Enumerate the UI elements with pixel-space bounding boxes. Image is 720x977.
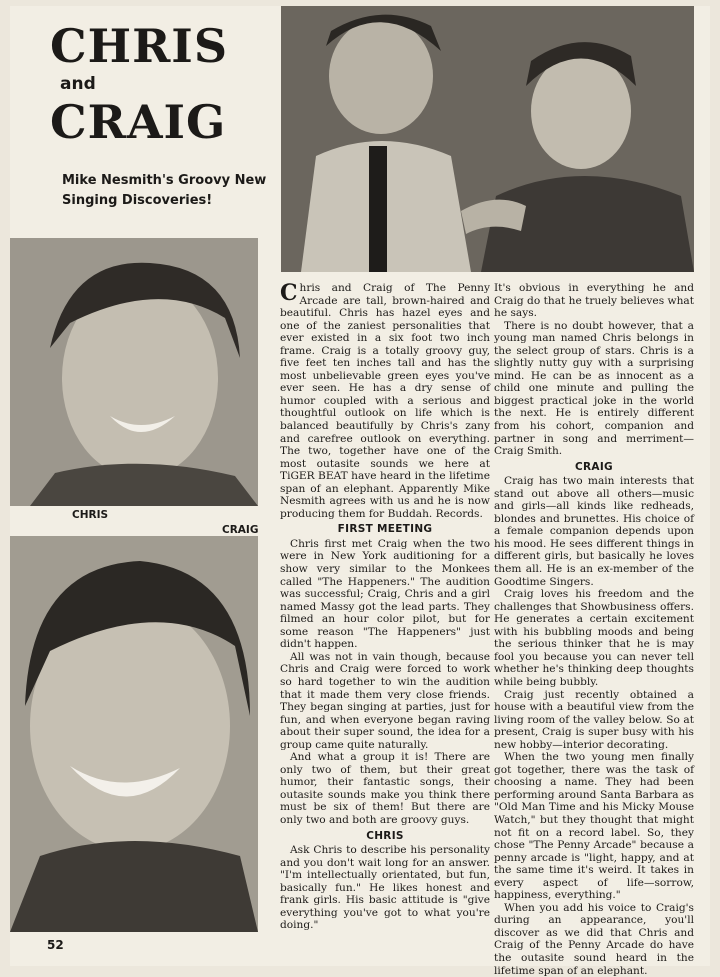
photo-duo	[281, 6, 694, 272]
article-paragraph: When the two young men finally got together, there was the task of choosing a name. They had been performing around Santa Barbara as "Old Man Time and his Micky Mouse Watch," but they thought that might not fit on a record label. So, they chose "The Penny Arcade" because a penny arcade is "light, happy, and at the same time it's weird. It takes in every aspect of life—sorrow, happiness, everything."	[494, 751, 694, 902]
section-heading-chris: CHRIS	[366, 829, 404, 842]
magazine-page	[10, 6, 710, 977]
photo-duo-image	[281, 6, 694, 272]
article-paragraph: Craig loves his freedom and the challenges that Showbusiness offers. He generates a certain excitement with his bubbling moods and being the serious thinker that he is may fool you because you can never tell whether he's thinking deep thoughts while being bubbly.	[494, 588, 694, 688]
title-block	[50, 19, 280, 149]
section-heading-first-meeting: FIRST MEETING	[337, 523, 433, 536]
photo-chris	[10, 238, 258, 506]
article-column-2	[494, 282, 694, 977]
article-paragraph: Craig has two main interests that stand out above all others—music and girls—all kinds like redheads, blondes and brunettes. His choice of a female companion depends upon his mood. He sees different things in different girls, but basically he loves them all. He is an ex-member of the Goodtime Singers.	[494, 475, 694, 588]
article-paragraph: All was not in vain though, because Chris and Craig were forced to work so hard together to win the audition that it made them very close friends. They began singing at parties, just for fun, and when everyone began raving about their super sound, the idea for a group came quite naturally.	[280, 650, 490, 751]
drop-cap: C	[280, 280, 298, 306]
paragraph-text: hris and Craig of The Penny Arcade are tall, brown-haired and beautiful. Chris has hazel eyes and one of the zaniest personalities that ever existed in a six foot two inch frame. Craig is a totally groovy guy, five feet ten inches tall and has the most unbelievable green eyes you've ever seen. He has a dry sense of humor coupled with a serious and thoughtful outlook on life which is balanced beautifully by Chris's zany and carefree outlook on everything. The two, together have one of the most outasite sounds we here at TiGER BEAT have heard in the lifetime span of an elephant. Apparently Mike Nesmith agrees with us and he is now producing them for Buddah. Records.	[280, 282, 490, 520]
article-paragraph: Craig just recently obtained a house with a beautiful view from the living room of the valley below. So at present, Craig is super busy with his new hobby—interior decorating.	[494, 688, 694, 751]
caption-craig: CRAIG	[222, 524, 259, 536]
article-column-1	[280, 282, 490, 932]
title-craig: CRAIG	[50, 95, 227, 149]
article-paragraph	[280, 282, 490, 520]
photo-chris-image	[10, 238, 258, 506]
subtitle: Mike Nesmith's Groovy New Singing Discoveries!	[62, 173, 267, 208]
article-paragraph: Ask Chris to describe his personality and you don't wait long for an answer. "I'm intellectually orientated, but fun, basically fun." He likes honest and frank girls. His basic attitude is "give everything you've got to what you're doing."	[280, 844, 490, 932]
title-chris: CHRIS	[50, 19, 229, 73]
article-paragraph: When you add his voice to Craig's during an appearance, you'll discover as we did that Chris and Craig of the Penny Arcade do have the outasite sound heard in the lifetime span of an elephant.	[494, 901, 694, 977]
page-number: 52	[47, 938, 64, 952]
article-paragraph: And what a group it is! There are only two of them, but their great humor, their fantastic songs, their outasite sounds make you think there must be six of them! But there are only two and both are groovy guys.	[280, 751, 490, 826]
article-paragraph: It's obvious in everything he and Craig do that he truely believes what he says.	[494, 282, 694, 320]
article-paragraph: There is no doubt however, that a young man named Chris belongs in the select group of stars. Chris is a slightly nutty guy with a surprising mind. He can be as innocent as a child one minute and pulling the biggest practical joke in the world the next. He is entirely different from his cohort, companion and partner in song and merriment—Craig Smith.	[494, 319, 694, 458]
caption-chris: CHRIS	[72, 509, 109, 521]
photo-craig-image	[10, 536, 258, 932]
section-heading-craig: CRAIG	[575, 460, 613, 473]
title-and: and	[60, 74, 96, 94]
article-paragraph: Chris first met Craig when the two were in New York auditioning for a show very similar to the Monkees called "The Happeners." The audition was successful; Craig, Chris and a girl named Massy got the lead parts. They filmed an hour color pilot, but for some reason "The Happeners" just didn't happen.	[280, 537, 490, 651]
photo-craig	[10, 536, 258, 932]
